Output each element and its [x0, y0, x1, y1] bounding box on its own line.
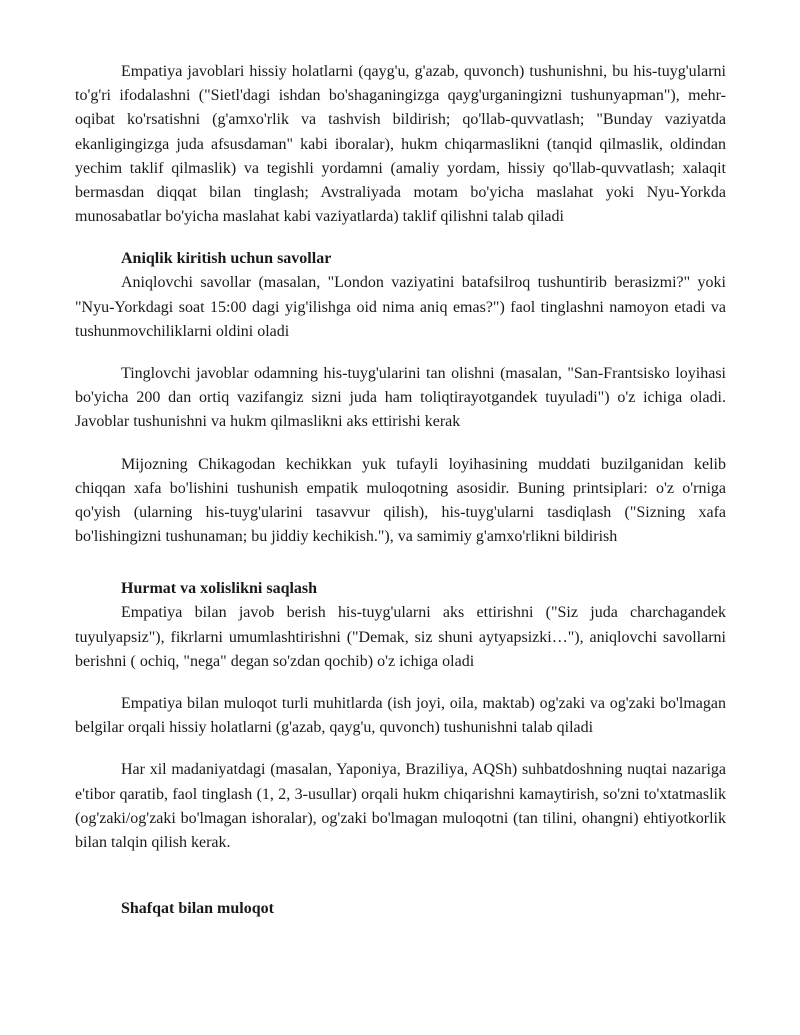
paragraph-empathy-responses: Empatiya javoblari hissiy holatlarni (qayg'u, g'azab, quvonch) tushunishni, bu his-tuyg'ularni to'g'ri ifodalashni ("Sietl'dagi ishdan bo'shaganingizga qayg'urganingizni tushunyapman"), mehr-oqibat ko'rsatishni (g'amxo'rlik va tashvish bildirish; qo'llab-quvvatlash; "Bunday vaziyatda ekanligingizga juda afsusdaman" kabi iboralar), hukm chiqarmaslikni (tanqid qilmaslik, oldindan yechim taklif qilmaslik) va tegishli yordamni (amaliy yordam, hissiy qo'llab-quvvatlash; xalaqit bermasdan diqqat bilan tinglash; Avstraliyada motam bo'yicha maslahat yoki Nyu-Yorkda munosabatlar bo'yicha maslahat kabi vaziyatlarda) taklif qilishni talab qiladi	[75, 63, 726, 226]
paragraph-cultural-listening: Har xil madaniyatdagi (masalan, Yaponiya, Braziliya, AQSh) suhbatdoshning nuqtai nazariga e'tibor qaratib, faol tinglash (1, 2, 3-usullar) orqali hukm chiqarishni kamaytirish, so'zni to'xtatmaslik (og'zaki/og'zaki bo'lmagan ishoralar), og'zaki bo'lmagan muloqotni (tan tilini, ohangni) ehtiyotkorlik bilan talqin qilish kerak.	[75, 761, 726, 852]
paragraph-clarifying-questions: Aniqlovchi savollar (masalan, "London vaziyatini batafsilroq tushuntirib berasizmi?" yoki "Nyu-Yorkdagi soat 15:00 dagi yig'ilishga oid nima aniq emas?") faol tinglashni namoyon etadi va tushunmovchiliklarni oldini oladi	[75, 274, 726, 340]
heading-respect-objectivity: Hurmat va xolislikni saqlash	[121, 580, 318, 598]
document-page	[75, 60, 726, 921]
heading-compassionate-communication: Shafqat bilan muloqot	[121, 900, 274, 918]
paragraph-empathic-communication: Empatiya bilan muloqot turli muhitlarda (ish joyi, oila, maktab) og'zaki va og'zaki bo'lmagan belgilar orqali hissiy holatlarni (g'azab, qayg'u, quvonch) tushunishni talab qiladi	[75, 695, 726, 737]
paragraph-client-chicago: Mijozning Chikagodan kechikkan yuk tufayli loyihasining muddati buzilganidan kelib chiqqan xafa bo'lishini tushunish empatik muloqotning asosidir. Buning printsiplari: o'z o'rniga qo'yish (ularning his-tuyg'ularini tasavvur qilish), his-tuyg'ularni tasdiqlash ("Sizning xafa bo'lishingizni tushunaman; bu jiddiy kechikish."), va samimiy g'amxo'rlikni bildirish	[75, 455, 726, 546]
paragraph-empathic-answering: Empatiya bilan javob berish his-tuyg'ularni aks ettirishni ("Siz juda charchagandek tuyulyapsiz"), fikrlarni umumlashtirishni ("Demak, siz shuni aytyapsizki…"), aniqlovchi savollarni berishni ( ochiq, "nega" degan so'zdan qochib) o'z ichiga oladi	[75, 604, 726, 670]
heading-clarifying-questions: Aniqlik kiritish uchun savollar	[121, 250, 332, 268]
paragraph-listening-responses: Tinglovchi javoblar odamning his-tuyg'ularini tan olishni (masalan, "San-Frantsisko loyihasi bo'yicha 200 dan ortiq vazifangiz sizni juda ham toliqtirayotgandek tuyuladi") o'z ichiga oladi. Javoblar tushunishni va hukm qilmaslikni aks ettirishi kerak	[75, 365, 726, 431]
